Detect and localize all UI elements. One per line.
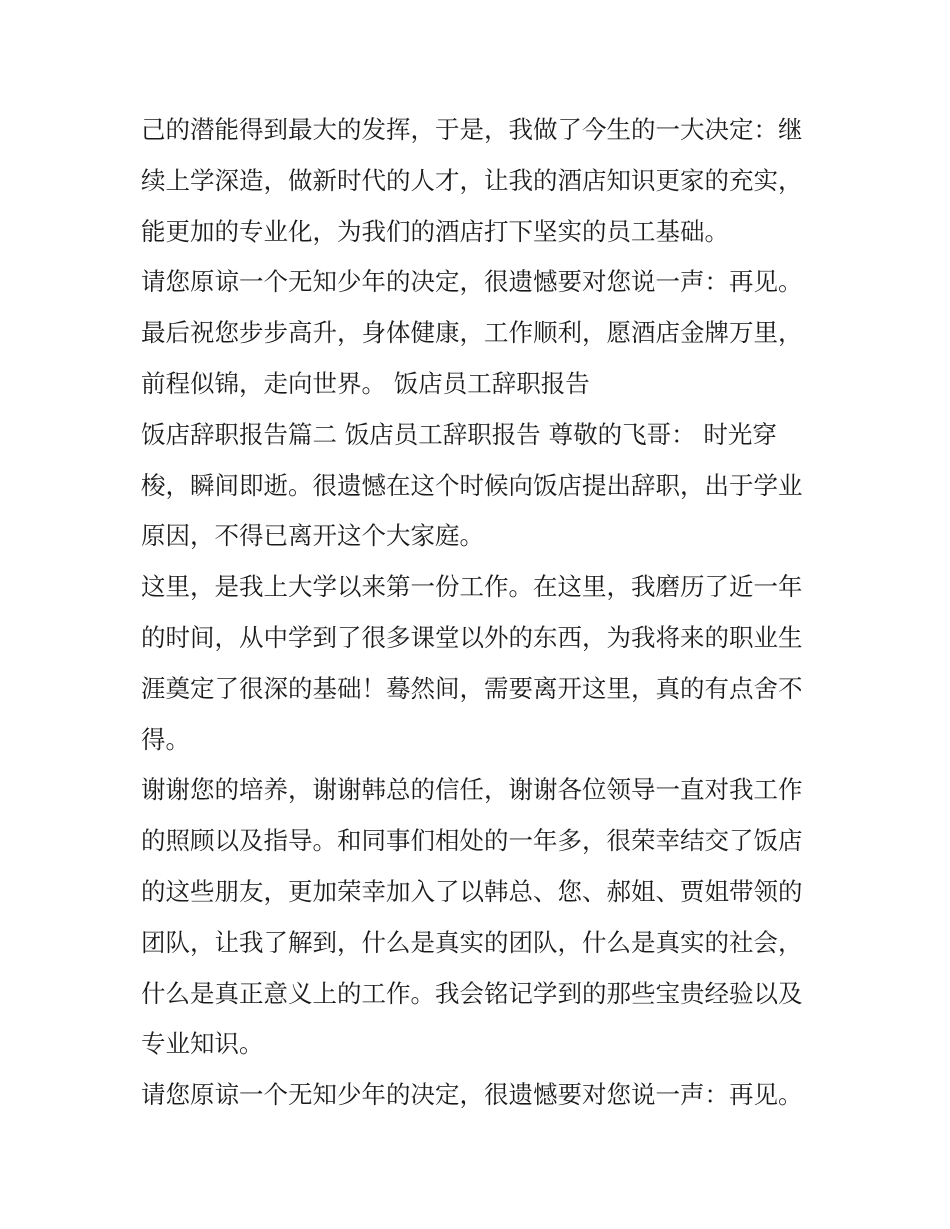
text-line: 能更加的专业化，为我们的酒店打下坚实的员工基础。 bbox=[141, 216, 729, 246]
text-line: 请您原谅一个无知少年的决定，很遗憾要对您说一声：再见。 bbox=[141, 267, 803, 297]
text-line: 的这些朋友，更加荣幸加入了以韩总、您、郝姐、贾姐带领的 bbox=[141, 876, 803, 906]
text-line: 得。 bbox=[141, 724, 190, 754]
document-body bbox=[141, 105, 821, 1121]
text-line: 己的潜能得到最大的发挥，于是，我做了今生的一大决定：继 bbox=[141, 115, 803, 144]
text-line: 原因，不得已离开这个大家庭。 bbox=[141, 521, 484, 551]
text-line: 涯奠定了很深的基础！蓦然间，需要离开这里，真的有点舍不 bbox=[141, 673, 803, 703]
text-line: 前程似锦，走向世界。 饭店员工辞职报告 bbox=[141, 368, 590, 398]
text-line: 续上学深造，做新时代的人才，让我的酒店知识更家的充实， bbox=[141, 165, 803, 195]
text-line: 请您原谅一个无知少年的决定，很遗憾要对您说一声：再见。 bbox=[141, 1080, 803, 1110]
text-line: 饭店辞职报告篇二 饭店员工辞职报告 尊敬的飞哥： 时光穿 bbox=[141, 419, 777, 449]
text-line: 专业知识。 bbox=[141, 1029, 264, 1059]
text-line: 团队，让我了解到，什么是真实的团队，什么是真实的社会， bbox=[141, 927, 803, 957]
text-line: 的照顾以及指导。和同事们相处的一年多，很荣幸结交了饭店 bbox=[141, 826, 803, 856]
text-line: 最后祝您步步高升，身体健康，工作顺利，愿酒店金牌万里， bbox=[141, 318, 803, 348]
text-line: 梭，瞬间即逝。很遗憾在这个时候向饭店提出辞职，出于学业 bbox=[141, 470, 803, 500]
text-line: 这里，是我上大学以来第一份工作。在这里，我磨历了近一年 bbox=[141, 572, 803, 602]
text-line: 谢谢您的培养，谢谢韩总的信任，谢谢各位领导一直对我工作 bbox=[141, 775, 803, 805]
text-line: 的时间，从中学到了很多课堂以外的东西，为我将来的职业生 bbox=[141, 622, 803, 652]
text-line: 什么是真正意义上的工作。我会铭记学到的那些宝贵经验以及 bbox=[141, 978, 803, 1008]
